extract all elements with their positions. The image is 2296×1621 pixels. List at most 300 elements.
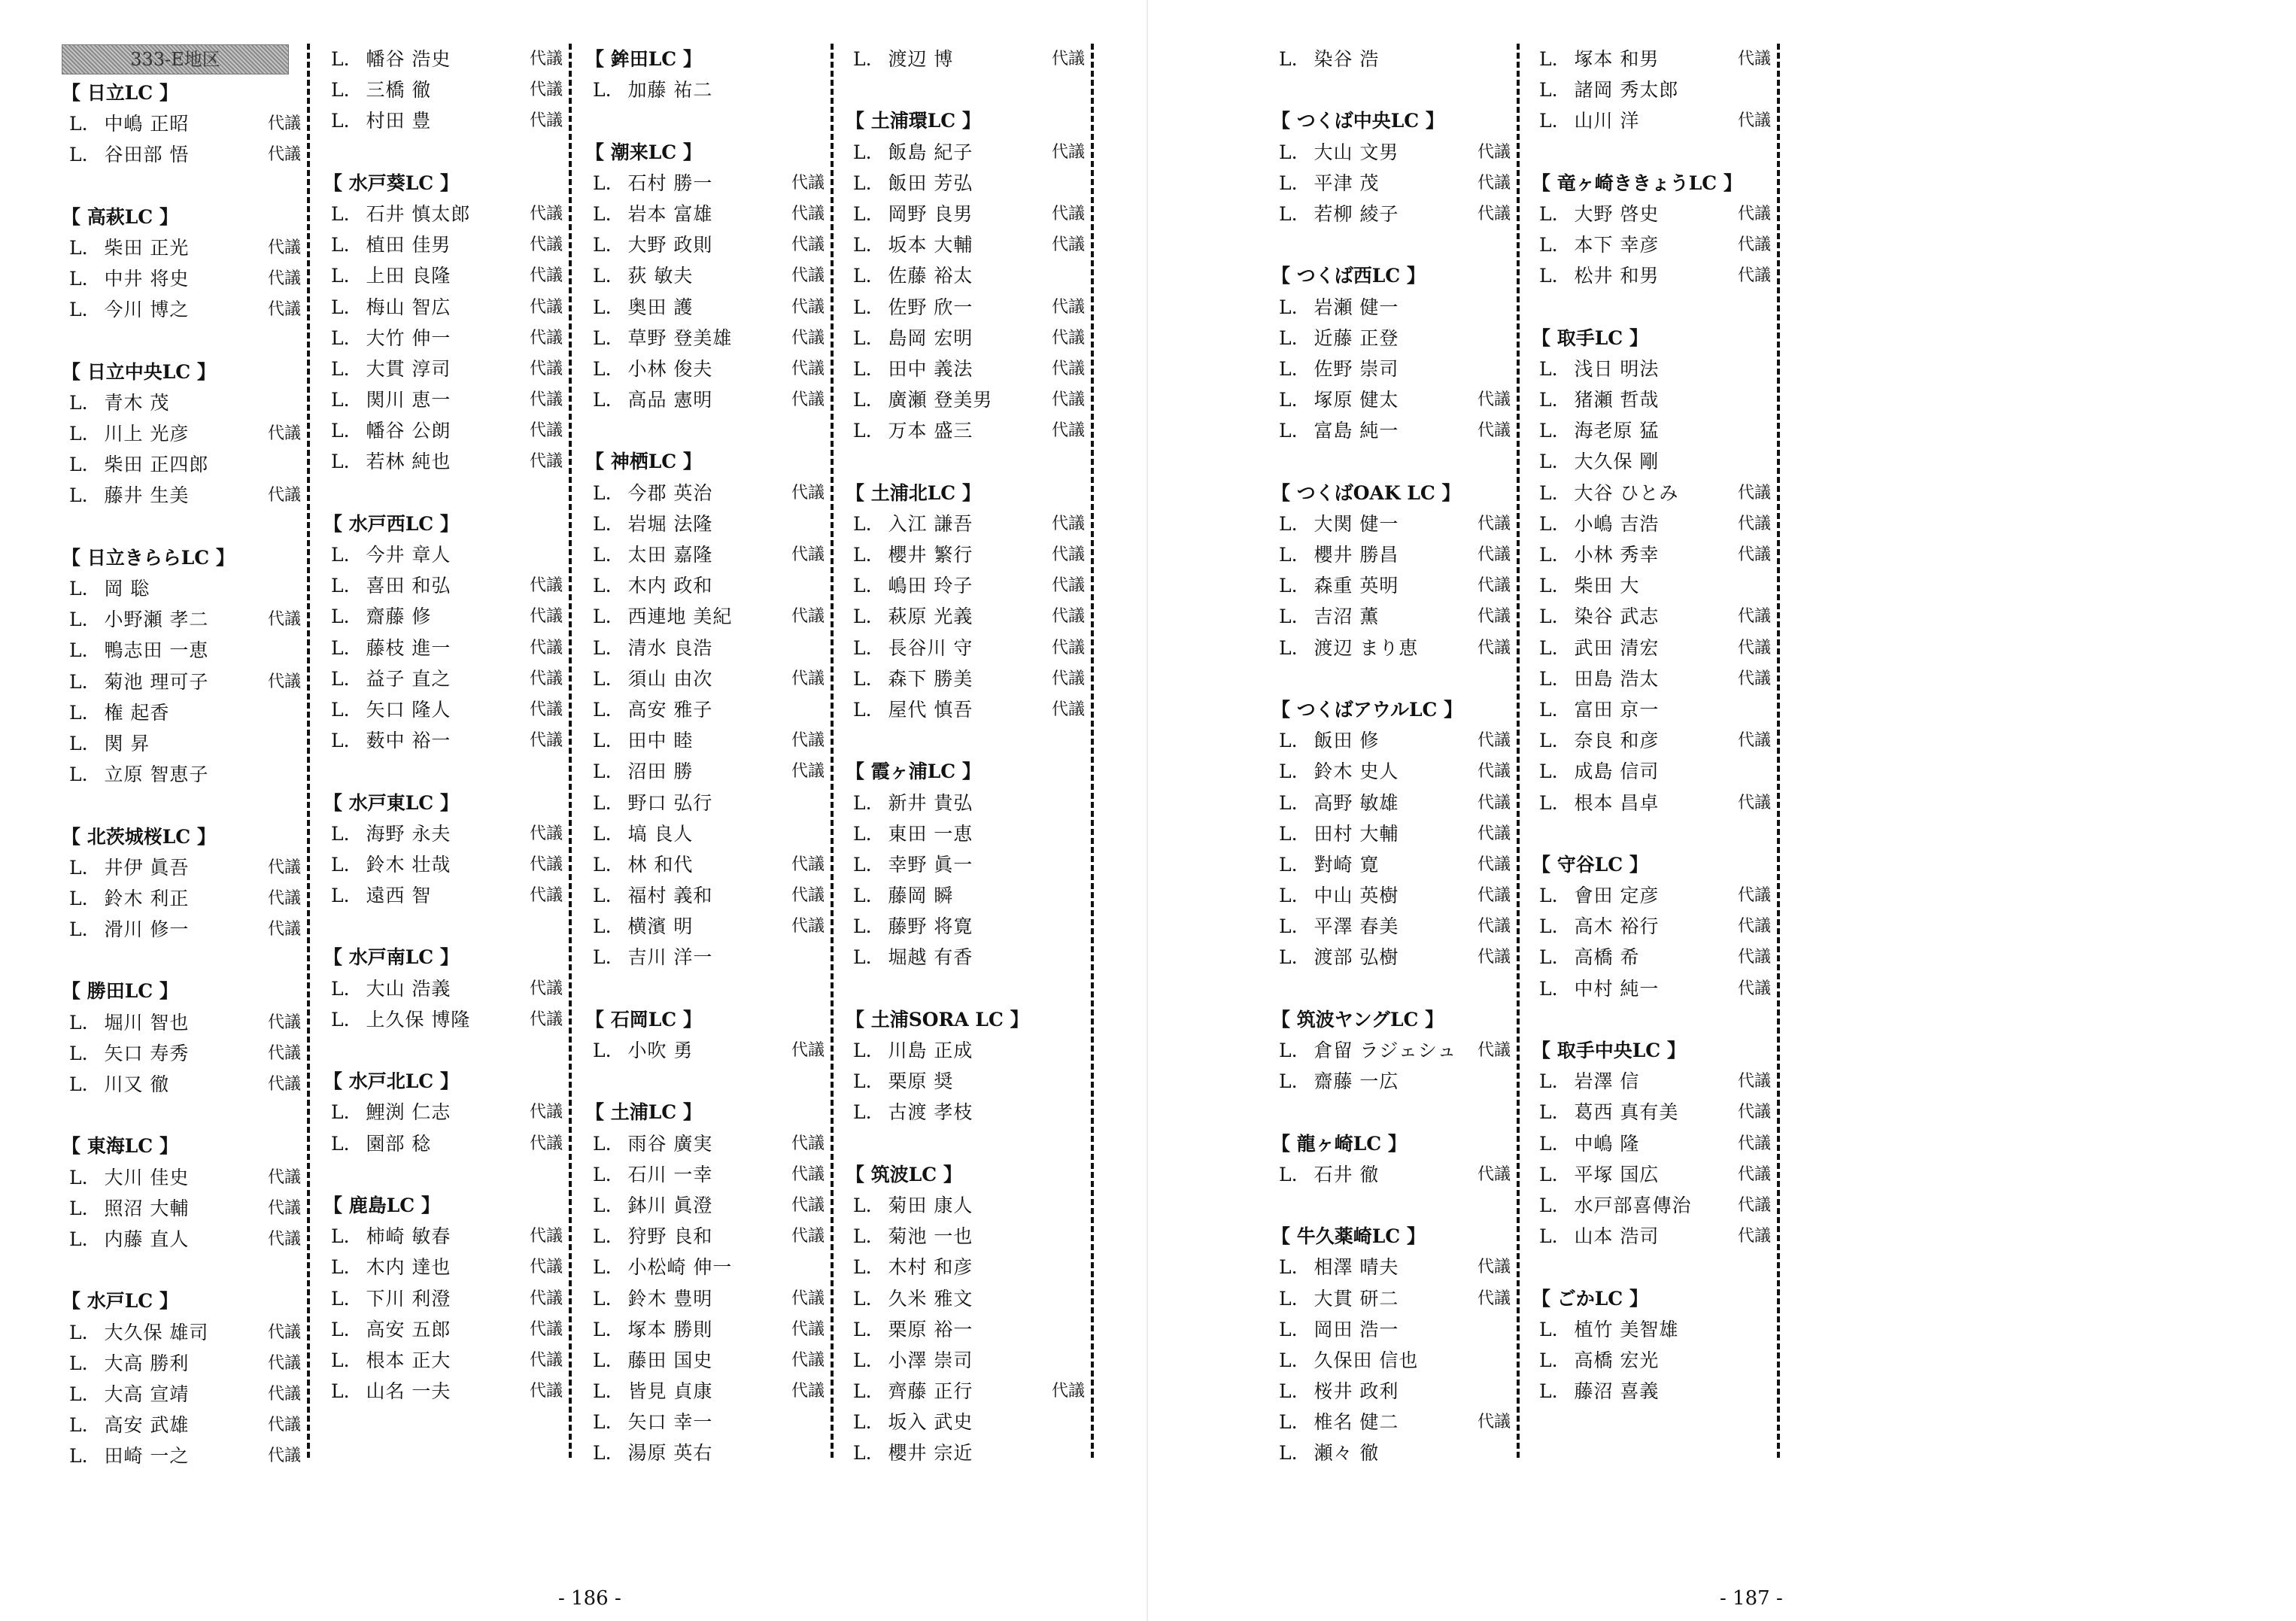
member-prefix: L. <box>593 636 612 659</box>
bracket-open: 【 <box>62 1135 87 1158</box>
member-role: 代議 <box>791 173 825 193</box>
club-group <box>1271 44 1511 74</box>
bracket-close: 】 <box>1623 853 1648 876</box>
member-prefix: L. <box>1279 791 1298 814</box>
member-name: 菊池 理可子 <box>104 670 209 693</box>
member-prefix: L. <box>1279 202 1298 225</box>
club-heading <box>1271 1004 1511 1035</box>
member-role: 代議 <box>267 1229 301 1249</box>
bracket-close: 】 <box>1435 481 1461 504</box>
club-heading <box>846 1159 1085 1190</box>
member-role: 代議 <box>267 1075 301 1094</box>
member-role: 代議 <box>1737 607 1771 627</box>
bracket-open: 【 <box>1532 172 1557 194</box>
member-role: 代議 <box>529 886 563 906</box>
club-heading <box>323 788 563 818</box>
club-heading <box>585 44 825 74</box>
member-prefix: L. <box>1539 606 1558 628</box>
member-row <box>323 260 563 291</box>
member-prefix: L. <box>1279 885 1298 907</box>
member-row <box>585 633 825 663</box>
bracket-open: 【 <box>846 110 871 132</box>
member-row <box>846 911 1085 942</box>
member-name: 渡部 弘樹 <box>1314 946 1399 969</box>
member-prefix: L. <box>1539 1194 1558 1216</box>
member-name: 湯原 英右 <box>627 1442 713 1465</box>
member-prefix: L. <box>1279 389 1298 411</box>
member-name: 奈良 和彦 <box>1574 730 1660 752</box>
member-prefix: L. <box>331 357 350 380</box>
member-prefix: L. <box>331 667 350 690</box>
member-prefix: L. <box>1539 357 1558 380</box>
member-prefix: L. <box>331 1318 350 1340</box>
bracket-open: 【 <box>323 512 349 535</box>
member-row <box>1271 1035 1511 1066</box>
member-row <box>846 942 1085 973</box>
member-row <box>62 1224 301 1255</box>
member-role: 代議 <box>267 486 301 505</box>
member-row <box>846 44 1085 74</box>
member-name: 栗原 奨 <box>888 1070 954 1093</box>
member-name: 高橋 希 <box>1574 946 1640 969</box>
club-name: 土浦北LC <box>870 481 956 504</box>
club-name: 石岡LC <box>610 1008 677 1031</box>
member-prefix: L. <box>853 1442 872 1465</box>
member-role: 代議 <box>1477 793 1511 812</box>
member-prefix: L. <box>593 760 612 783</box>
member-row <box>846 292 1085 323</box>
member-role: 代議 <box>1477 917 1511 936</box>
bracket-open: 【 <box>62 546 87 569</box>
member-row <box>846 570 1085 601</box>
member-prefix: L. <box>1539 1225 1558 1248</box>
member-prefix: L. <box>69 1197 88 1219</box>
member-prefix: L. <box>331 389 350 411</box>
member-role <box>773 1407 825 1437</box>
member-prefix: L. <box>1539 1163 1558 1185</box>
club-name: つくば西LC <box>1296 265 1401 287</box>
club-heading <box>323 1066 563 1097</box>
member-row <box>585 292 825 323</box>
member-name: 相澤 晴夫 <box>1314 1256 1399 1279</box>
club-group <box>62 542 301 791</box>
member-prefix: L. <box>69 1011 88 1034</box>
member-prefix: L. <box>1539 234 1558 257</box>
member-row <box>585 1159 825 1190</box>
member-name: 塚本 勝則 <box>627 1318 713 1340</box>
member-prefix: L. <box>69 887 88 909</box>
club-group <box>1271 478 1511 663</box>
club-group <box>1532 323 1771 818</box>
member-role <box>1720 415 1771 446</box>
member-name: 今郡 英治 <box>627 481 713 504</box>
club-group <box>846 1004 1085 1128</box>
club-heading <box>1532 849 1771 880</box>
member-role: 代議 <box>1477 1413 1511 1432</box>
member-role <box>1034 1190 1085 1221</box>
member-role: 代議 <box>529 731 563 751</box>
member-role: 代議 <box>529 80 563 100</box>
member-role <box>1034 1407 1085 1437</box>
member-prefix: L. <box>593 389 612 411</box>
member-prefix: L. <box>69 454 88 476</box>
member-row <box>585 168 825 199</box>
club-name: 鹿島LC <box>348 1194 415 1216</box>
club-heading <box>1271 1128 1511 1159</box>
member-prefix: L. <box>1539 575 1558 597</box>
member-name: 立原 智恵子 <box>104 763 209 786</box>
member-row <box>1271 601 1511 632</box>
member-name: 若柳 綾子 <box>1314 202 1399 225</box>
bracket-open: 【 <box>62 205 87 228</box>
member-role: 代議 <box>267 1446 301 1466</box>
member-role: 代議 <box>1737 235 1771 255</box>
member-prefix: L. <box>331 1132 350 1155</box>
member-role: 代議 <box>529 359 563 378</box>
member-name: 柿崎 敏春 <box>366 1225 451 1248</box>
member-name: 木内 達也 <box>366 1256 451 1279</box>
bracket-open: 【 <box>1532 1287 1557 1310</box>
member-name: 村田 豊 <box>366 110 432 132</box>
club-name: つくばOAK LC <box>1296 481 1435 504</box>
member-name: 小林 俊夫 <box>627 357 713 380</box>
member-row <box>585 880 825 911</box>
member-name: 鯉渕 仁志 <box>366 1101 451 1124</box>
member-row <box>323 415 563 446</box>
club-name: 日立きららLC <box>87 546 210 569</box>
member-prefix: L. <box>1539 977 1558 1000</box>
member-role: 代議 <box>791 669 825 688</box>
member-role: 代議 <box>529 855 563 874</box>
member-prefix: L. <box>69 423 88 445</box>
member-prefix: L. <box>1279 326 1298 349</box>
member-name: 岡 聡 <box>104 578 150 600</box>
member-row <box>1271 788 1511 818</box>
club-group <box>585 1004 825 1066</box>
member-name: 鴨志田 一恵 <box>104 639 209 662</box>
member-name: 横濱 明 <box>627 915 694 938</box>
member-role <box>773 570 825 601</box>
bracket-close: 】 <box>955 110 981 132</box>
member-name: 大高 宣靖 <box>104 1383 190 1405</box>
member-row <box>62 1069 301 1100</box>
bracket-open: 【 <box>1271 1008 1297 1031</box>
member-name: 森重 英明 <box>1314 575 1399 597</box>
member-row <box>62 387 301 418</box>
member-row <box>323 1097 563 1128</box>
bracket-close: 】 <box>1003 1008 1029 1031</box>
member-row <box>323 105 563 136</box>
member-prefix: L. <box>853 357 872 380</box>
member-prefix: L. <box>1539 730 1558 752</box>
member-prefix: L. <box>331 48 350 70</box>
member-name: 飯田 芳弘 <box>888 172 973 194</box>
member-role <box>1720 1314 1771 1345</box>
member-prefix: L. <box>1279 1040 1298 1061</box>
member-prefix: L. <box>853 512 872 535</box>
member-role: 代議 <box>1737 1195 1771 1215</box>
member-row <box>585 323 825 354</box>
member-row <box>323 1283 563 1314</box>
member-prefix: L. <box>1279 1318 1298 1340</box>
member-row <box>323 1376 563 1407</box>
bracket-open: 【 <box>585 1101 611 1124</box>
bracket-close: 】 <box>676 1101 702 1124</box>
member-row <box>323 818 563 849</box>
member-prefix: L. <box>1539 915 1558 938</box>
member-name: 岩瀬 健一 <box>1314 296 1399 318</box>
member-prefix: L. <box>593 234 612 257</box>
member-row <box>585 539 825 570</box>
bracket-close: 】 <box>937 1163 962 1185</box>
member-role: 代議 <box>267 888 301 908</box>
club-name: ごかLC <box>1556 1287 1623 1310</box>
member-prefix: L. <box>853 1349 872 1371</box>
member-row <box>846 1345 1085 1376</box>
member-row <box>62 449 301 480</box>
club-group <box>1271 260 1511 446</box>
member-role: 代議 <box>529 669 563 688</box>
club-name: 霞ヶ浦LC <box>870 760 956 783</box>
member-prefix: L. <box>853 48 872 70</box>
directory-column <box>585 44 825 1500</box>
club-name: 竜ヶ崎ききょうLC <box>1556 172 1717 194</box>
club-name: 取手LC <box>1556 326 1623 349</box>
member-prefix: L. <box>69 763 88 786</box>
member-role <box>1034 911 1085 942</box>
member-role: 代議 <box>267 114 301 134</box>
member-prefix: L. <box>593 1163 612 1185</box>
member-row <box>323 601 563 632</box>
member-name: 鈴木 史人 <box>1314 760 1399 783</box>
member-row <box>1532 1376 1771 1407</box>
member-name: 関 昇 <box>104 732 150 754</box>
member-name: 野口 弘行 <box>627 791 713 814</box>
bracket-open: 【 <box>1271 481 1297 504</box>
member-role: 代議 <box>1477 421 1511 441</box>
member-name: 大山 浩義 <box>366 977 451 1000</box>
member-role: 代議 <box>1737 731 1771 751</box>
member-row <box>846 323 1085 354</box>
member-prefix: L. <box>593 79 612 102</box>
member-row <box>1532 74 1771 105</box>
member-row <box>323 725 563 756</box>
member-role: 代議 <box>1051 359 1085 378</box>
member-role: 代議 <box>1051 607 1085 627</box>
member-prefix: L. <box>853 822 872 845</box>
member-role <box>1034 788 1085 818</box>
member-name: 田村 大輔 <box>1314 822 1399 845</box>
club-group <box>62 1286 301 1471</box>
club-heading <box>1271 694 1511 725</box>
member-role: 代議 <box>529 700 563 719</box>
member-name: 高安 武雄 <box>104 1414 190 1437</box>
member-row <box>1532 105 1771 136</box>
member-name: 渡辺 まり恵 <box>1314 636 1419 659</box>
member-name: 岩澤 信 <box>1574 1070 1640 1093</box>
member-prefix: L. <box>853 791 872 814</box>
member-row <box>323 229 563 260</box>
member-row <box>1532 1221 1771 1252</box>
member-name: 幡谷 公朗 <box>366 420 451 442</box>
member-name: 皆見 貞康 <box>627 1380 713 1403</box>
member-role <box>1034 168 1085 199</box>
member-prefix: L. <box>593 1225 612 1248</box>
member-role: 代議 <box>1477 762 1511 782</box>
member-prefix: L. <box>593 1194 612 1216</box>
member-prefix: L. <box>69 391 88 414</box>
member-prefix: L. <box>593 202 612 225</box>
member-row <box>1271 1407 1511 1437</box>
member-row <box>1271 756 1511 787</box>
member-name: 植田 佳男 <box>366 234 451 257</box>
member-row <box>323 1004 563 1035</box>
member-prefix: L. <box>1539 885 1558 907</box>
member-row <box>62 573 301 604</box>
member-name: 上久保 博隆 <box>366 1008 471 1031</box>
club-heading <box>62 357 301 387</box>
member-row <box>323 1252 563 1283</box>
club-heading <box>1532 323 1771 354</box>
member-row <box>585 1407 825 1437</box>
member-role: 代議 <box>1477 173 1511 193</box>
member-role <box>250 697 301 728</box>
member-name: 岡田 浩一 <box>1314 1318 1399 1340</box>
bracket-open: 【 <box>1532 853 1557 876</box>
club-group <box>323 1190 563 1407</box>
member-row <box>846 1437 1085 1468</box>
member-row <box>585 1376 825 1407</box>
club-name: つくば中央LC <box>1296 110 1420 132</box>
member-role: 代議 <box>1051 204 1085 223</box>
member-name: 藤沼 喜義 <box>1574 1380 1660 1403</box>
club-name: 水戸北LC <box>348 1070 434 1093</box>
member-prefix: L. <box>1279 1256 1298 1279</box>
member-role: 代議 <box>791 1289 825 1308</box>
member-role: 代議 <box>529 1009 563 1029</box>
bracket-close: 】 <box>1400 265 1426 287</box>
member-prefix: L. <box>69 1321 88 1343</box>
member-role: 代議 <box>529 328 563 348</box>
member-name: 滑川 修一 <box>104 918 190 941</box>
club-group <box>62 357 301 511</box>
club-name: 守谷LC <box>1556 853 1623 876</box>
member-row <box>1532 508 1771 539</box>
club-group <box>846 478 1085 726</box>
bracket-open: 【 <box>62 1290 87 1313</box>
member-prefix: L. <box>853 265 872 287</box>
member-prefix: L. <box>1539 420 1558 442</box>
member-name: 川又 徹 <box>104 1073 170 1095</box>
member-row <box>1271 1345 1511 1376</box>
member-prefix: L. <box>593 544 612 566</box>
member-role: 代議 <box>267 1384 301 1404</box>
member-row <box>323 323 563 354</box>
member-name: 堀川 智也 <box>104 1011 190 1034</box>
club-group <box>585 1097 825 1468</box>
member-name: 益子 直之 <box>366 667 451 690</box>
member-role: 代議 <box>1051 297 1085 317</box>
member-row <box>1271 633 1511 663</box>
member-role <box>1034 1345 1085 1376</box>
member-role: 代議 <box>1737 979 1771 998</box>
member-role <box>1034 260 1085 291</box>
club-heading <box>1271 1221 1511 1252</box>
member-row <box>1532 663 1771 694</box>
member-prefix: L. <box>69 1352 88 1374</box>
member-role: 代議 <box>1737 948 1771 967</box>
member-role: 代議 <box>529 421 563 441</box>
member-name: 瀬々 徹 <box>1314 1442 1380 1465</box>
member-prefix: L. <box>331 296 350 318</box>
member-role <box>1459 354 1511 384</box>
member-row <box>846 849 1085 880</box>
member-name: 藤岡 瞬 <box>888 885 954 907</box>
member-prefix: L. <box>853 575 872 597</box>
club-name: 龍ヶ崎LC <box>1296 1132 1382 1155</box>
member-row <box>1532 694 1771 725</box>
member-row <box>62 914 301 945</box>
member-name: 山名 一夫 <box>366 1380 451 1403</box>
page-number: - 187 - <box>1720 1587 1783 1610</box>
club-heading <box>585 137 825 168</box>
member-row <box>62 1440 301 1471</box>
member-name: 根本 正大 <box>366 1349 451 1371</box>
member-row <box>846 1314 1085 1345</box>
member-name: 飯島 紀子 <box>888 141 973 163</box>
member-prefix: L. <box>1539 1349 1558 1371</box>
member-prefix: L. <box>331 853 350 876</box>
club-heading <box>62 202 301 232</box>
bracket-close: 】 <box>433 1070 459 1093</box>
member-name: 狩野 良和 <box>627 1225 713 1248</box>
member-name: 大久保 雄司 <box>104 1321 209 1343</box>
club-heading <box>1271 478 1511 508</box>
member-role: 代議 <box>791 1134 825 1153</box>
club-group <box>62 976 301 1100</box>
member-role: 代議 <box>267 1416 301 1435</box>
member-prefix: L. <box>69 578 88 600</box>
member-name: 山川 洋 <box>1574 110 1640 132</box>
member-row <box>1271 1376 1511 1407</box>
member-name: 園部 稔 <box>366 1132 432 1155</box>
member-prefix: L. <box>69 1445 88 1468</box>
member-prefix: L. <box>593 575 612 597</box>
member-prefix: L. <box>593 915 612 938</box>
club-group <box>1271 1221 1511 1469</box>
bracket-open: 【 <box>323 1070 349 1093</box>
member-row <box>323 74 563 105</box>
member-row <box>846 1035 1085 1066</box>
member-prefix: L. <box>1539 110 1558 132</box>
member-row <box>846 633 1085 663</box>
member-row <box>585 911 825 942</box>
member-name: 嶋田 玲子 <box>888 575 973 597</box>
member-role <box>773 788 825 818</box>
member-role <box>1720 756 1771 787</box>
member-prefix: L. <box>69 144 88 166</box>
member-role: 代議 <box>267 1353 301 1373</box>
club-heading <box>323 1190 563 1221</box>
member-name: 石川 一幸 <box>627 1163 713 1185</box>
member-role: 代議 <box>1737 1227 1771 1246</box>
member-prefix: L. <box>593 791 612 814</box>
member-prefix: L. <box>1539 1380 1558 1403</box>
club-group <box>323 508 563 757</box>
club-group <box>585 137 825 416</box>
member-row <box>585 725 825 756</box>
member-row <box>585 942 825 973</box>
